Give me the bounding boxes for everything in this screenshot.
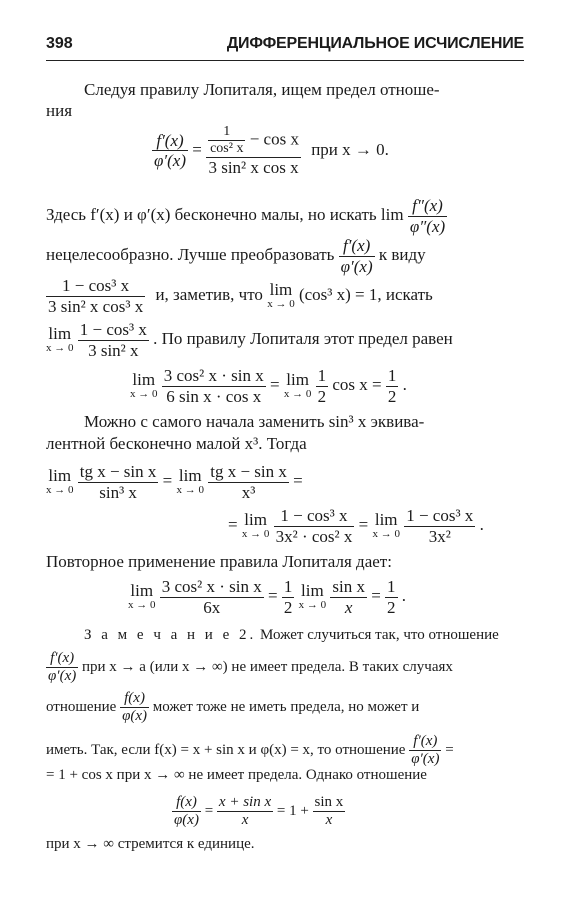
paragraph-line: Можно с самого начала заменить sin³ x эквива- <box>84 412 425 431</box>
text: отношение <box>46 699 117 716</box>
fraction <box>385 577 398 617</box>
period: . <box>479 514 484 534</box>
lim-subscript: x → 0 <box>267 298 295 311</box>
denominator: φ′(x) <box>411 751 440 768</box>
lim-subscript: x → 0 <box>298 599 327 612</box>
paragraph-line: Повторное применение правила Лопиталя дает: <box>46 552 392 571</box>
lim-label: lim <box>301 581 324 601</box>
paragraph-line <box>46 196 447 236</box>
denominator: φ′(x) <box>154 151 186 171</box>
denominator: 3 sin² x <box>88 340 139 360</box>
numerator: 1 <box>387 366 397 385</box>
denominator: cos² x <box>210 141 244 157</box>
numerator: 1 − cos³ x <box>406 506 474 525</box>
lim-label: lim <box>48 466 72 486</box>
text: Здесь f′(x) и φ′(x) бесконечно малы, но искать lim <box>46 204 404 224</box>
lim-subscript: x → 0 <box>176 484 204 497</box>
numerator: f′(x) <box>46 650 78 668</box>
denominator: 2 <box>283 597 293 617</box>
paragraph-line <box>46 276 433 316</box>
text: . По правилу Лопиталя этот предел равен <box>153 328 453 348</box>
formula-tg-limit <box>46 462 303 502</box>
paragraph-line: лентной бесконечно малой x³. Тогда <box>46 434 307 453</box>
term: = 1 + <box>276 803 309 820</box>
numerator: f(x) <box>172 794 201 812</box>
denominator: 2 <box>387 386 397 406</box>
fraction <box>404 506 475 546</box>
numerator: f′(x) <box>409 733 441 751</box>
formula-lhopital-ratio <box>152 124 389 178</box>
denominator: x <box>325 812 333 829</box>
page-number: 398 <box>46 35 73 52</box>
fraction <box>313 794 346 830</box>
denominator: 3x² <box>428 526 451 546</box>
fraction <box>386 366 399 406</box>
numerator: tg x − sin x <box>79 462 157 481</box>
denominator: 6x <box>203 597 221 617</box>
period: . <box>402 374 407 394</box>
numerator <box>206 124 301 158</box>
remark-line <box>46 650 453 686</box>
numerator: 1 − cos³ x <box>274 506 355 527</box>
equals: = <box>228 514 238 534</box>
numerator: f(x) <box>120 690 149 708</box>
fraction <box>78 462 159 502</box>
fraction <box>162 366 266 406</box>
numerator: tg x − sin x <box>210 462 287 481</box>
numerator: f′(x) <box>152 131 188 152</box>
text: может тоже не иметь предела, но может и <box>152 699 420 716</box>
fraction <box>282 577 295 617</box>
lim-label: lim <box>130 581 154 601</box>
fraction <box>46 650 78 686</box>
numerator: 1 <box>317 366 327 385</box>
numerator: 1 <box>387 577 396 596</box>
fraction <box>217 794 273 830</box>
equals: = <box>162 470 173 490</box>
lim-subscript: x → 0 <box>241 528 270 541</box>
numerator: f′(x) <box>339 236 375 257</box>
lim-label: lim <box>286 370 309 390</box>
limit-operator <box>284 371 312 400</box>
text: иметь. Так, если f(x) = x + sin x и φ(x) = x, то отношение <box>46 742 406 759</box>
remark-line: при x → ∞ стремится к единице. <box>46 836 255 852</box>
limit-operator <box>128 582 156 611</box>
equals: = <box>371 585 381 605</box>
paragraph-line <box>46 236 426 276</box>
lim-subscript: x → 0 <box>46 484 74 497</box>
fraction <box>152 131 188 171</box>
remark-heading: З а м е ч а н и е 2. <box>84 627 257 643</box>
period: . <box>401 585 407 605</box>
paragraph-line: Следуя правилу Лопиталя, ищем предел отноше- <box>84 80 440 99</box>
fraction <box>330 577 367 617</box>
denominator: 3 sin² x cos x <box>208 158 299 178</box>
equals: = <box>270 374 280 394</box>
fraction <box>274 506 355 546</box>
equals: = <box>204 803 214 820</box>
lim-subscript: x → 0 <box>130 388 158 401</box>
term: cos x = <box>332 374 382 394</box>
fraction <box>206 124 301 178</box>
lim-subscript: x → 0 <box>128 599 156 612</box>
denominator: 2 <box>387 597 396 617</box>
fraction <box>46 276 145 316</box>
equals: = <box>358 514 369 534</box>
numerator: x + sin x <box>217 794 273 812</box>
limit-operator <box>130 371 158 400</box>
numerator: 1 <box>283 577 293 596</box>
fraction <box>120 690 149 726</box>
lim-label: lim <box>178 466 202 486</box>
numerator: f″(x) <box>408 196 447 217</box>
text: и, заметив, что <box>155 284 263 304</box>
numerator: 3 cos² x · sin x <box>163 366 264 385</box>
numerator: 1 <box>208 124 245 141</box>
fraction <box>208 124 245 157</box>
equals: = <box>268 585 278 605</box>
fraction <box>339 236 375 276</box>
numerator: 1 − cos³ x <box>46 276 145 297</box>
lim-label: lim <box>48 324 72 344</box>
lim-label: lim <box>269 280 293 300</box>
formula-tg-limit-continued <box>228 506 484 546</box>
text: нецелесообразно. Лучше преобразовать <box>46 244 335 264</box>
denominator: sin³ x <box>99 482 137 502</box>
lim-subscript: x → 0 <box>283 388 312 401</box>
numerator: sin x <box>313 794 346 812</box>
denominator: x <box>344 597 353 617</box>
lim-subscript: x → 0 <box>46 342 74 355</box>
remark-line: = 1 + cos x при x → ∞ не имеет предела. Однако отношение <box>46 767 427 783</box>
lim-label: lim <box>374 510 398 530</box>
text: к виду <box>378 244 426 264</box>
fraction <box>78 320 149 360</box>
paragraph-line: ния <box>46 101 73 120</box>
numerator: 3 cos² x · sin x <box>161 577 262 596</box>
denominator: 2 <box>317 386 327 406</box>
paragraph-line <box>46 320 453 360</box>
fraction <box>316 366 329 406</box>
text: (cos³ x) = 1, искать <box>298 284 433 304</box>
denominator: φ(x) <box>174 812 199 829</box>
remark-line <box>46 733 454 769</box>
text: Может случиться так, что отношение <box>260 627 499 643</box>
denominator: φ″(x) <box>409 216 446 236</box>
text: при x → a (или x → ∞) не имеет предела. В таких случаях <box>81 659 453 676</box>
equals: = <box>293 470 303 490</box>
term: − cos x <box>249 129 299 149</box>
remark-line <box>46 690 419 726</box>
limit-operator <box>299 582 327 611</box>
limit-operator <box>46 325 74 354</box>
denominator: 3x² · cos² x <box>275 526 353 546</box>
lim-label: lim <box>244 510 267 530</box>
condition: при x → 0. <box>311 139 389 159</box>
denominator: φ′(x) <box>340 256 373 276</box>
denominator: 6 sin x · cos x <box>166 386 262 406</box>
fraction <box>208 462 289 502</box>
limit-operator <box>267 281 295 310</box>
header-rule <box>46 60 524 61</box>
numerator: 1 − cos³ x <box>79 320 147 339</box>
denominator: φ′(x) <box>48 668 77 685</box>
numerator: sin x <box>332 577 365 596</box>
formula-limit-result <box>130 366 407 406</box>
limit-operator <box>46 467 74 496</box>
limit-operator <box>372 511 400 540</box>
chapter-title: ДИФФЕРЕНЦИАЛЬНОЕ ИСЧИСЛЕНИЕ <box>226 35 524 52</box>
fraction <box>408 196 447 236</box>
remark-line <box>84 627 499 644</box>
denominator: 3 sin² x cos³ x <box>48 296 144 316</box>
limit-operator <box>242 511 270 540</box>
fraction <box>172 794 201 830</box>
equals: = <box>445 742 454 759</box>
equals: = <box>192 139 202 159</box>
denominator: φ(x) <box>122 708 148 725</box>
formula-final-ratio <box>172 794 345 830</box>
denominator: x <box>241 812 249 829</box>
denominator: x³ <box>241 482 256 502</box>
fraction <box>160 577 264 617</box>
formula-repeated-lhopital <box>128 577 406 617</box>
fraction <box>409 733 441 769</box>
lim-subscript: x → 0 <box>372 528 400 541</box>
limit-operator <box>177 467 205 496</box>
lim-label: lim <box>132 370 156 390</box>
